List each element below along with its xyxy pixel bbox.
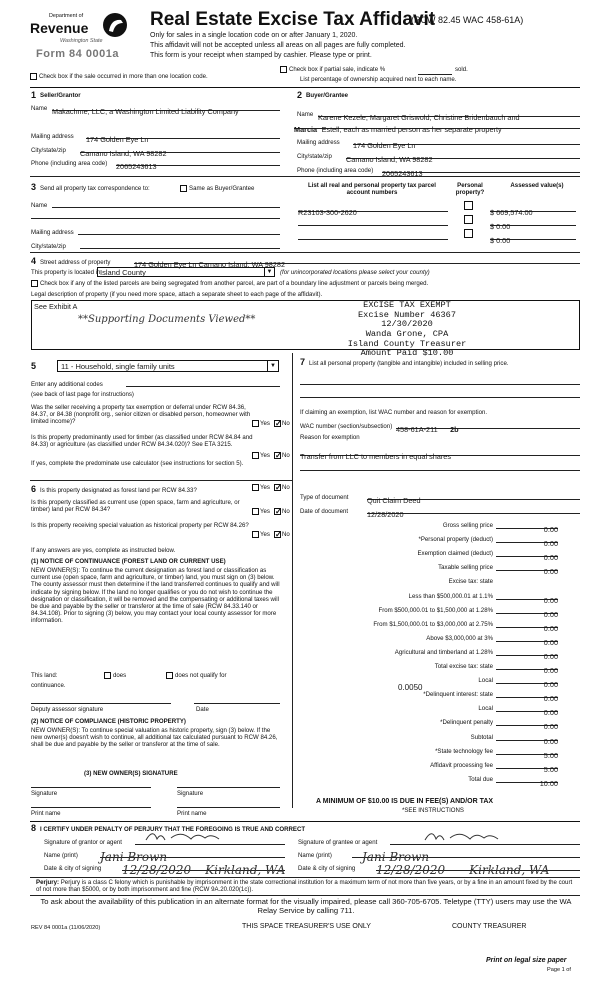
grantor-signature-label: Signature of grantor or agent [44, 839, 122, 846]
seller-heading: Seller/Grantor [40, 92, 81, 99]
grantee-name-label: Name (print) [298, 852, 332, 859]
buyer-heading: Buyer/Grantee [306, 92, 348, 99]
q2-no-checkbox[interactable]: ✓ [275, 451, 282, 460]
county-treasurer-label: COUNTY TREASURER [452, 923, 527, 930]
corr-name-field[interactable] [52, 198, 280, 208]
revision-label: REV 84 0001a (11/06/2020) [31, 925, 101, 931]
historic-no-label: No [282, 531, 290, 538]
current-use-no-label: No [282, 508, 290, 515]
historic-no-checkbox[interactable]: ✓ [275, 530, 282, 539]
tax-row-value[interactable]: 0.00 [496, 688, 558, 698]
exempt-stamp-line4: Wanda Grone, CPA [365, 328, 449, 339]
current-use-yes-label: Yes [260, 508, 270, 515]
tax-row-value[interactable]: 0.00 [496, 674, 558, 684]
tax-row-value[interactable]: 0.00 [496, 702, 558, 712]
grantor-date-field[interactable]: 12/28/2020 Kirkland, WA [122, 863, 286, 877]
forest-yes-label: Yes [260, 484, 270, 491]
corr-mailing-label: Mailing address [31, 229, 74, 236]
corr-city-label: City/state/zip [31, 243, 66, 250]
chevron-down-icon: ▼ [264, 268, 274, 276]
same-as-buyer-checkbox[interactable] [180, 185, 187, 192]
doc-date-label: Date of document [300, 508, 349, 515]
tax-row-value[interactable]: 0.00 [496, 533, 558, 543]
forest-question: Is this property designated as forest land per RCW 84.33? [40, 487, 197, 494]
doc-type-field[interactable]: Quit Claim Deed [367, 490, 580, 500]
forest-no-label: No [282, 484, 290, 491]
segregated-checkbox[interactable] [31, 280, 38, 287]
tax-row-label: Local [478, 705, 493, 712]
form-title: Real Estate Excise Tax Affidavit [150, 9, 436, 30]
assessed-value-3[interactable]: $ 0.00 [490, 230, 576, 240]
seller-city-label: City/state/zip [31, 147, 66, 154]
new-owner-signature-1[interactable]: Signature [31, 790, 58, 797]
corr-mailing-field[interactable] [78, 225, 280, 235]
historic-yes-label: Yes [260, 531, 270, 538]
county-note: (for unincorporated locations please select your county) [280, 269, 430, 276]
multi-location-checkbox[interactable] [30, 73, 37, 80]
tax-row-label: From $1,500,000.01 to $3,000,000 at 2.75% [373, 621, 493, 628]
perjury-notice: Perjury: Perjury is a class C felony which is punishable by imprisonment in the state correctional institution for a maximum term of not more than five years, or by a fine in an amount fixed by the court of not more than $5000, or by both imprisonment and fine (RCW 9A.20.020(1c)). [36, 879, 573, 894]
section2-number: 2 [297, 90, 303, 100]
seller-name-label: Name [31, 105, 48, 112]
minimum-due-note: A MINIMUM OF $10.00 IS DUE IN FEE(S) AND/OR TAX [316, 798, 494, 805]
grantee-name-field[interactable]: Jani Brown [352, 848, 580, 858]
legal-description-value: See Exhibit A [34, 302, 78, 311]
deputy-date-label: Date [196, 706, 209, 713]
form-number: Form 84 0001a [36, 48, 119, 60]
tax-row-value[interactable]: 0.00 [496, 604, 558, 614]
tax-row-label: *State technology fee [435, 748, 493, 755]
see-instructions-note: *SEE INSTRUCTIONS [402, 807, 464, 814]
grantee-signature-field[interactable] [390, 835, 580, 845]
dept-line3: Washington State [60, 38, 103, 44]
dept-line1: Department of [49, 13, 84, 19]
personal-property-heading: List all personal property (tangible and intangible) included in selling price. [309, 360, 509, 367]
buyer-name-field-2[interactable]: Marcia Estell, each as married person as her separate property [294, 119, 580, 129]
reason-label: Reason for exemption [300, 434, 360, 441]
tax-row-label: Excise tax: state [448, 578, 493, 585]
grantee-signature-label: Signature of grantee or agent [298, 839, 378, 846]
notice2-title: (2) NOTICE OF COMPLIANCE (HISTORIC PROPERTY) [31, 718, 186, 725]
notice2-text: NEW OWNER(S): To continue special valuation as historic property, sign (3) below. If the new owner(s) doesn't wish to continue, all additional tax calculated pursuant to RCW 84.26, shall be due and payable by the seller or transferor at the time of sale. [31, 727, 278, 749]
tax-row-label: Taxable selling price [438, 564, 493, 571]
personal-property-checkbox-1[interactable] [464, 201, 473, 210]
q1-no-label: No [282, 420, 290, 427]
street-field[interactable]: 174 Golden Eye Ln Camano Island, WA 98282 [134, 254, 580, 264]
buyer-mailing-field[interactable]: 174 Golden Eye Ln [353, 135, 580, 145]
new-owner-signature-2[interactable]: Signature [177, 790, 204, 797]
section4-number: 4 [31, 256, 37, 266]
land-use-select[interactable]: 11 - Household, single family units ▼ [57, 360, 279, 372]
exempt-stamp-line3: 12/30/2020 [381, 319, 433, 330]
tax-row-label: Subtotal [470, 734, 493, 741]
chevron-down-icon: ▼ [267, 361, 278, 371]
if-yes-note: If any answers are yes, complete as instructed below. [31, 547, 176, 554]
parcel-col-header: List all real and personal property tax parcel account numbers [307, 182, 436, 197]
q1-yes-checkbox[interactable] [252, 420, 259, 427]
tax-row-value[interactable]: 5.00 [496, 759, 558, 769]
tax-row-value[interactable]: 0.00 [496, 646, 558, 656]
tax-row-label: Above $3,000,000 at 3% [426, 635, 493, 642]
additional-codes-label: Enter any additional codes [31, 381, 103, 388]
notice1-text: NEW OWNER(S): To continue the current designation as forest land or classification as current use (open space, farm and agriculture, or timber) land, you must sign on (3) below. The county assessor must then determine if the land transferred continues to qualify and will indicate by signing below. If the land no longer qualifies or you do not wish to continue the designation or classification, it will be removed and the compensating or additional taxes will be due and payable by the seller or transferor at the time of sale (RCW 84.33.140 or 84.34.108). Prior to signing (3) below, you may contact your local county assessor for more information. [31, 567, 280, 625]
buyer-name-field[interactable]: Karene Kezele, Margaret Griswold, Christine Bridenbauch and [318, 107, 580, 117]
exempt-stamp-line2: Excise Number 46367 [358, 309, 456, 320]
this-land-label: This land: [31, 672, 58, 679]
current-use-yes-checkbox[interactable] [252, 508, 259, 515]
personal-property-col-header: Personal property? [455, 182, 485, 197]
grantor-name-field[interactable]: Jani Brown [100, 848, 285, 858]
header-line3: This form is your receipt when stamped by cashier. Please type or print. [150, 52, 372, 59]
q2-yes-checkbox[interactable] [252, 452, 259, 459]
buyer-phone-label: Phone (including area code) [297, 167, 374, 174]
parcel-row-1[interactable]: R23103-300-2620 [298, 202, 448, 212]
seller-phone-label: Phone (including area code) [31, 160, 108, 167]
tax-row-label: *Delinquent penalty [440, 719, 493, 726]
same-as-buyer-label: Same as Buyer/Grantee [189, 185, 255, 192]
seller-city-field[interactable]: Camano Island, WA 98282 [80, 143, 280, 153]
partial-sold-label: sold. [455, 66, 468, 73]
q1-yes-label: Yes [260, 420, 270, 427]
tax-row-value[interactable]: 0.00 [496, 731, 558, 741]
notice1-title: (1) NOTICE OF CONTINUANCE (FOREST LAND OR CURRENT USE) [31, 558, 226, 565]
revenue-logo-icon [101, 11, 129, 39]
land-does-label: does [113, 672, 127, 679]
notice3-title: (3) NEW OWNER(S) SIGNATURE [84, 770, 178, 777]
seller-phone-field[interactable]: 2065243613 [116, 156, 280, 166]
doc-date-field[interactable]: 12/28/2020 [367, 504, 580, 514]
dept-line2: Revenue [30, 20, 89, 36]
land-does-not-checkbox[interactable] [166, 672, 173, 679]
tax-row-label: Exemption claimed (deduct) [417, 550, 493, 557]
partial-sale-checkbox[interactable] [280, 66, 287, 73]
located-label: This property is located in [31, 269, 101, 276]
tax-row-label: *Delinquent interest: state [423, 691, 493, 698]
tax-row-value[interactable]: 0.00 [496, 561, 558, 571]
new-owner-print-1[interactable]: Print name [31, 810, 61, 817]
exempt-stamp-line6: Amount Paid $10.00 [360, 348, 454, 359]
exemption-question: Was the seller receiving a property tax exemption or deferral under RCW 84.36, 84.37, or 84.38 (nonprofit org., senior citizen or disabled person, homeowner with limited income)? [31, 404, 251, 426]
exempt-stamp [336, 301, 478, 359]
tax-row-label: Total excise tax: state [434, 663, 493, 670]
assessed-value-2[interactable]: $ 0.00 [490, 216, 576, 226]
wac-label: WAC number (section/subsection) [300, 423, 393, 430]
exemption-claim-label: If claiming an exemption, list WAC number and reason for exemption. [300, 409, 488, 416]
county-select[interactable]: Island County ▼ [97, 267, 275, 277]
tax-row-label: Less than $500,000.01 at 1.1% [408, 593, 493, 600]
tax-row-value[interactable]: 0.00 [496, 660, 558, 670]
section8-number: 8 [31, 823, 37, 833]
tax-row-label: Agricultural and timberland at 1.28% [394, 649, 493, 656]
tax-row-label: Gross selling price [442, 522, 493, 529]
buyer-city-field[interactable]: Camano Island, WA 98282 [346, 149, 580, 159]
doc-type-label: Type of document [300, 494, 349, 501]
partial-note: List percentage of ownership acquired next to each name. [300, 76, 457, 83]
tax-row-value[interactable]: 0.00 [496, 618, 558, 628]
wac-field[interactable]: 458-61A-211 2b [396, 419, 580, 429]
tax-row-value[interactable]: 0.00 [496, 547, 558, 557]
q2-yes-label: Yes [260, 452, 270, 459]
correspondence-heading: Send all property tax correspondence to: [40, 185, 150, 192]
buyer-phone-field[interactable]: 2065243613 [382, 163, 580, 173]
grantee-date-label: Date & city of signing [298, 865, 356, 872]
q1-no-checkbox[interactable]: ✓ [275, 419, 282, 428]
seller-mailing-label: Mailing address [31, 133, 74, 140]
section1-number: 1 [31, 90, 37, 100]
timber-question: Is this property predominantly used for timber (as classified under RCW 84.84 and 84.33) or agriculture (as classified under RCW 84.34.020)? See ETA 3215. [31, 434, 253, 449]
grantor-signature-field[interactable] [135, 835, 285, 845]
q2-no-label: No [282, 452, 290, 459]
buyer-city-label: City/state/zip [297, 153, 332, 160]
section6-number: 6 [31, 484, 37, 494]
treasurer-use-label: THIS SPACE TREASURER'S USE ONLY [242, 923, 371, 930]
segregated-label: Check box if any of the listed parcels are being segregated from another parcel, are part of a boundary line adjustment or parcels being merged. [40, 280, 429, 287]
parcel-row-2[interactable] [298, 216, 448, 226]
tax-row-value[interactable]: 0.00 [496, 590, 558, 600]
tax-row-label: Affidavit processing fee [430, 762, 493, 769]
seller-mailing-field[interactable]: 174 Golden Eye Ln [86, 129, 280, 139]
land-does-not-label: does not qualify for [175, 672, 227, 679]
tax-row-value[interactable]: 0.00 [496, 519, 558, 529]
grantor-signature-icon [141, 830, 291, 844]
land-does-checkbox[interactable] [104, 672, 111, 679]
current-use-question: Is this property classified as current use (open space, farm and agriculture, or timber) land per RCW 84.34? [31, 499, 240, 514]
legal-description-box[interactable] [31, 300, 580, 350]
assessed-value-col-header: Assessed value(s) [510, 182, 564, 189]
assessed-value-1[interactable]: $ 669,574.00 [490, 202, 576, 212]
street-label: Street address of property [40, 259, 111, 266]
page-indicator: Page 1 of [547, 967, 571, 973]
legal-description-label: Legal description of property (if you need more space, attach a separate sheet to each page of the affidavit). [31, 291, 323, 298]
local-rate: 0.0050 [398, 683, 423, 692]
historic-yes-checkbox[interactable] [252, 531, 259, 538]
multi-location-label: Check box if the sale occurred in more than one location code. [39, 73, 208, 80]
current-use-no-checkbox[interactable]: ✓ [275, 507, 282, 516]
corr-name-label: Name [31, 202, 48, 209]
grantee-signature-icon [420, 830, 570, 844]
tax-row-value[interactable]: 5.00 [496, 745, 558, 755]
section3-number: 3 [31, 182, 37, 192]
section5-number: 5 [31, 361, 37, 371]
continuance-label: continuance. [31, 682, 66, 689]
partial-sale-label: Check box if partial sale, indicate % [289, 66, 386, 73]
exempt-stamp-line5: Island County Treasurer [347, 338, 467, 349]
parcel-row-3[interactable] [298, 230, 448, 240]
supporting-docs-stamp: **Supporting Documents Viewed** [78, 314, 256, 325]
certify-statement: I CERTIFY UNDER PENALTY OF PERJURY THAT THE FOREGOING IS TRUE AND CORRECT [40, 826, 306, 833]
header-line1: Only for sales in a single location code on or after January 1, 2020. [150, 32, 358, 39]
buyer-mailing-label: Mailing address [297, 139, 340, 146]
new-owner-print-2[interactable]: Print name [177, 810, 207, 817]
grantor-name-label: Name (print) [44, 852, 78, 859]
section7-number: 7 [300, 357, 306, 367]
additional-codes-note: (see back of last page for instructions) [31, 391, 134, 398]
personal-property-checkbox-2[interactable] [464, 215, 473, 224]
code-reference: (RCW 82.45 WAC 458-61A) [411, 15, 524, 25]
print-legal-note: Print on legal size paper [486, 957, 567, 964]
tax-row-label: Local [478, 677, 493, 684]
alternate-format-notice: To ask about the availability of this publication in an alternate format for the visually impaired, please call 360-705-6705. Teletype (TTY) users may use the WA Relay Service by calling 711. [40, 897, 572, 915]
corr-city-field[interactable] [80, 239, 280, 249]
forest-yes-checkbox[interactable] [252, 484, 259, 491]
grantor-date-label: Date & city of signing [44, 865, 102, 872]
exempt-stamp-line1: EXCISE TAX EXEMPT [363, 300, 451, 310]
tax-row-label: Total due [468, 776, 493, 783]
reason-field[interactable]: Transfer from LLC to members in equal shares [300, 446, 580, 456]
personal-property-checkbox-3[interactable] [464, 229, 473, 238]
header-line2: This affidavit will not be accepted unless all areas on all pages are fully completed. [150, 42, 406, 49]
seller-name-field[interactable]: Makachme, LLC, a Washington Limited Liability Company [52, 101, 280, 111]
tax-row-value[interactable]: 0.00 [496, 632, 558, 642]
deputy-signature-label: Deputy assessor signature [31, 706, 104, 713]
tax-row-label: From $500,000.01 to $1,500,000 at 1.28% [378, 607, 493, 614]
tax-row-value[interactable]: 10.00 [496, 773, 558, 783]
forest-no-checkbox[interactable]: ✓ [275, 483, 282, 492]
tax-row-value[interactable]: 0.00 [496, 716, 558, 726]
grantee-date-field[interactable]: 12/28/2020 Kirkland, WA [376, 861, 580, 871]
additional-codes-field[interactable] [126, 377, 280, 387]
tax-row-label: *Personal property (deduct) [418, 536, 493, 543]
predominate-use-note: If yes, complete the predominate use calculator (see instructions for section 5). [31, 460, 244, 467]
buyer-name-label: Name [297, 111, 314, 118]
historic-question: Is this property receiving special valuation as historical property per RCW 84.26? [31, 522, 249, 529]
